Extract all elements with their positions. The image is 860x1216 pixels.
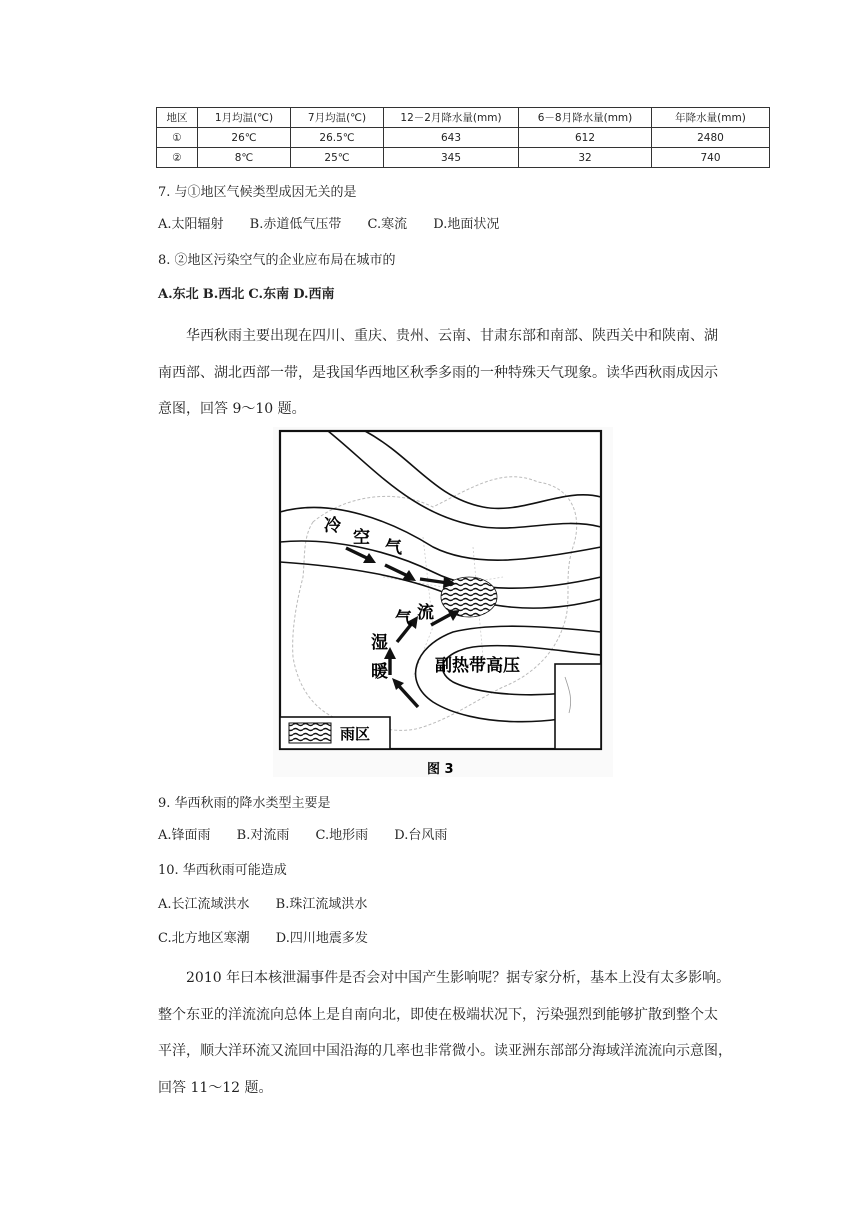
table-header-row	[157, 108, 770, 128]
table-header: 7月均温(℃)	[291, 108, 384, 128]
passage-line: 2010 年曰本核泄漏事件是否会对中国产生影响呢？据专家分析，基本上没有太多影响。	[186, 970, 731, 986]
option-b: B.西北	[202, 287, 245, 302]
passage-nuclear-leak	[158, 960, 733, 1106]
south-sea-inset	[555, 664, 601, 749]
option-d: D.西南	[293, 287, 335, 302]
option-c: C.寒流	[367, 217, 408, 232]
option-d: D.地面状况	[433, 217, 500, 232]
table-header: 6－8月降水量(mm)	[519, 108, 652, 128]
option-c: C.北方地区寒潮	[158, 931, 250, 946]
option-a: A.东北	[158, 287, 199, 302]
warm-air-label: 湿	[371, 633, 388, 653]
passage-line: 南西部、湖北西部一带，是我国华西地区秋季多雨的一种特殊天气现象。读华西秋雨成因示	[158, 364, 718, 381]
option-a: A.太阳辐射	[158, 217, 224, 232]
figure-caption: 图 3	[427, 762, 454, 777]
option-b: B.赤道低气压带	[249, 217, 342, 232]
table-row	[157, 148, 770, 168]
question-7-options	[158, 213, 521, 232]
table-header: 地区	[157, 108, 198, 128]
table-cell: 32	[519, 148, 652, 168]
subtropical-high-label: 副热带高压	[435, 656, 520, 676]
table-header: 1月均温(℃)	[198, 108, 291, 128]
passage-line: 平洋，顺大洋环流又流回中国沿海的几率也非常微小。读亚洲东部部分海域洋流流向示意图，	[158, 1043, 732, 1059]
table-header: 年降水量(mm)	[652, 108, 770, 128]
question-7-stem: 7. 与①地区气候类型成因无关的是	[158, 185, 357, 200]
table-cell: 612	[519, 128, 652, 148]
option-a: A.锋面雨	[158, 828, 211, 843]
option-c: C.地形雨	[315, 828, 369, 843]
question-8-stem: 8. ②地区污染空气的企业应布局在城市的	[158, 253, 396, 268]
table-row	[157, 128, 770, 148]
question-9-options	[158, 824, 469, 843]
legend-swatch	[289, 723, 331, 743]
table-cell: 26.5℃	[291, 128, 384, 148]
option-b: B.珠江流域洪水	[275, 897, 368, 912]
passage-line: 意图，回答 9～10 题。	[158, 401, 306, 417]
table-cell: 740	[652, 148, 770, 168]
cold-air-label: 气	[385, 538, 402, 558]
map-frame	[280, 431, 601, 749]
autumn-rain-map-figure	[273, 427, 613, 777]
table-cell: 643	[384, 128, 519, 148]
climate-table	[156, 107, 770, 168]
question-10-options-row1	[158, 893, 389, 912]
table-cell: 2480	[652, 128, 770, 148]
cold-air-label: 冷	[324, 516, 341, 536]
passage-line: 整个东亚的洋流流向总体上是自南向北，即使在极端状况下，污染强烈到能够扩散到整个太	[158, 1006, 718, 1023]
table-cell: 25℃	[291, 148, 384, 168]
option-d: D.台风雨	[394, 828, 448, 843]
table-cell: ②	[157, 148, 198, 168]
legend-label: 雨区	[340, 725, 371, 743]
question-10-stem: 10. 华西秋雨可能造成	[158, 863, 287, 878]
option-d: D.四川地震多发	[275, 931, 368, 946]
warm-air-label: 暖	[371, 662, 388, 682]
warm-air-label: 气	[395, 609, 412, 629]
question-8-options	[158, 283, 335, 302]
warm-air-label: 流	[417, 603, 434, 623]
table-cell: ①	[157, 128, 198, 148]
table-header: 12－2月降水量(mm)	[384, 108, 519, 128]
cold-air-label: 空	[353, 528, 370, 548]
passage-line: 华西秋雨主要出现在四川、重庆、贵州、云南、甘肃东部和南部、陕西关中和陕南、湖	[186, 328, 718, 344]
question-10-options-row2	[158, 927, 390, 946]
table-cell: 345	[384, 148, 519, 168]
passage-autumn-rain	[158, 318, 733, 428]
question-9-stem: 9. 华西秋雨的降水类型主要是	[158, 796, 331, 811]
passage-line: 回答 11～12 题。	[158, 1079, 273, 1096]
table-cell: 8℃	[198, 148, 291, 168]
option-a: A.长江流域洪水	[158, 897, 250, 912]
table-cell: 26℃	[198, 128, 291, 148]
option-c: C.东南	[248, 287, 290, 302]
option-b: B.对流雨	[236, 828, 290, 843]
